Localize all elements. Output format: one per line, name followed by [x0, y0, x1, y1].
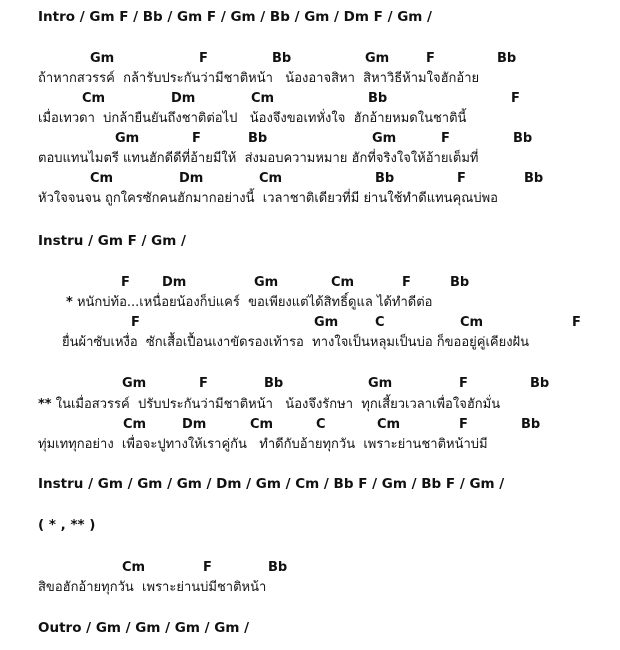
chord: F [426, 51, 435, 66]
lyric-line: ถ้าหากสวรรค์ กล้ารับประกันว่ามีชาติหน้า น้องอาจสิหา สิหาวิธีห้ามใจฮักอ้าย [38, 71, 480, 86]
chord: Cm [82, 91, 106, 106]
chord: F [199, 51, 208, 66]
chord: Cm [90, 171, 114, 186]
chord: Bb [375, 171, 395, 186]
instru-line [38, 235, 186, 249]
instru-sequence: / Gm / Gm / Gm / Dm / Gm / Cm / Bb F / Gm / Bb F / Gm / [83, 476, 505, 492]
section-mark-double-star: ** [38, 397, 52, 412]
chord: Bb [268, 560, 288, 575]
chord: Dm [162, 275, 187, 290]
chord: Bb [524, 171, 544, 186]
chord: Gm [365, 51, 390, 66]
chord: Bb [264, 376, 284, 391]
section-mark-star: * [66, 295, 73, 310]
chord: Bb [248, 131, 268, 146]
chord: Bb [497, 51, 517, 66]
lyric-line [38, 398, 500, 411]
chord: Bb [272, 51, 292, 66]
chord: F [203, 560, 212, 575]
chord: F [192, 131, 201, 146]
chord: Dm [182, 417, 207, 432]
chord: Gm [90, 51, 115, 66]
chord: C [316, 417, 326, 432]
chord: F [459, 376, 468, 391]
lyric-line: เมื่อเทวดา บ่กล้ายืนยันถึงชาติต่อไป น้องจึงขอเทหั่งใจ ฮักอ้ายหมดในชาตินี้ [38, 111, 467, 126]
chord: Bb [530, 376, 550, 391]
chord: Cm [250, 417, 274, 432]
lyric-line: ทุ่มเททุกอย่าง เพื่อจะปูทางให้เราคู่กัน ทำดีกับอ้ายทุกวัน เพราะย่านชาติหน้าบ่มี [38, 437, 488, 452]
chord: F [402, 275, 411, 290]
lyric-line: ตอบแทนไมตรี แทนฮักดีดีที่อ้ายมีให้ ส่งมอบความหมาย ฮักที่จริงใจให้อ้ายเต็มที่ [38, 151, 479, 166]
chord: F [457, 171, 466, 186]
lyric-text: ในเมื่อสวรรค์ ปรับประกันว่ามีชาติหน้า น้องจึงรักษา ทุกเสี้ยวเวลาเพื่อใจฮักมั่น [51, 397, 501, 412]
chord: Dm [179, 171, 204, 186]
chord: Cm [331, 275, 355, 290]
lyric-line: หัวใจจนจน ถูกใครซักคนฮักมากอย่างนี้ เวลาชาติเดียวที่มี ย่านใช้ทำดีแทนคุณบ่พอ [38, 191, 498, 206]
chord: C [375, 315, 385, 330]
intro-sequence: / Gm F / Bb / Gm F / Gm / Bb / Gm / Dm F / Gm / [75, 9, 432, 25]
lyric-line [66, 296, 432, 309]
chord: F [459, 417, 468, 432]
chord: Cm [460, 315, 484, 330]
instru-line [38, 478, 504, 492]
chord: Cm [251, 91, 275, 106]
chord: F [441, 131, 450, 146]
chord: Dm [171, 91, 196, 106]
chord: Gm [254, 275, 279, 290]
chord: Gm [115, 131, 140, 146]
chord: Cm [122, 560, 146, 575]
outro-line [38, 622, 249, 636]
intro-line [38, 11, 432, 25]
outro-sequence: / Gm / Gm / Gm / Gm / [81, 620, 250, 636]
chord: Bb [521, 417, 541, 432]
section-label-instru: Instru [38, 233, 84, 249]
lyric-line: สิขอฮักอ้ายทุกวัน เพราะย่านบ่มีชาติหน้า [38, 580, 267, 595]
lyric-line: ยื่นผ้าซับเหงื่อ ซักเสื้อเปื้อนเงาขัดรองเท้ารอ ทางใจเป็นหลุมเป็นบ่อ ก็ขออยู่คู่เคียงฝัน [62, 335, 530, 350]
chord: Cm [123, 417, 147, 432]
section-label-intro: Intro [38, 9, 76, 25]
chord: Cm [377, 417, 401, 432]
chord: Gm [372, 131, 397, 146]
chord: Cm [259, 171, 283, 186]
lyric-text: หนักบ่ท้อ...เหนื่อยน้องก็บ่แคร์ ขอเพียงแต่ได้สิทธิ์ดูแล ได้ทำดีต่อ [72, 295, 433, 310]
section-label-instru: Instru [38, 476, 84, 492]
chord: F [121, 275, 130, 290]
chord: F [199, 376, 208, 391]
repeat-marker: ( * , ** ) [38, 517, 96, 533]
chord: F [131, 315, 140, 330]
chord: Gm [368, 376, 393, 391]
chord: Bb [368, 91, 388, 106]
chord: F [572, 315, 581, 330]
section-label-outro: Outro [38, 620, 82, 636]
instru-sequence: / Gm F / Gm / [83, 233, 186, 249]
chord: Gm [122, 376, 147, 391]
chord: Gm [314, 315, 339, 330]
chord: Bb [450, 275, 470, 290]
chord: F [511, 91, 520, 106]
chord: Bb [513, 131, 533, 146]
